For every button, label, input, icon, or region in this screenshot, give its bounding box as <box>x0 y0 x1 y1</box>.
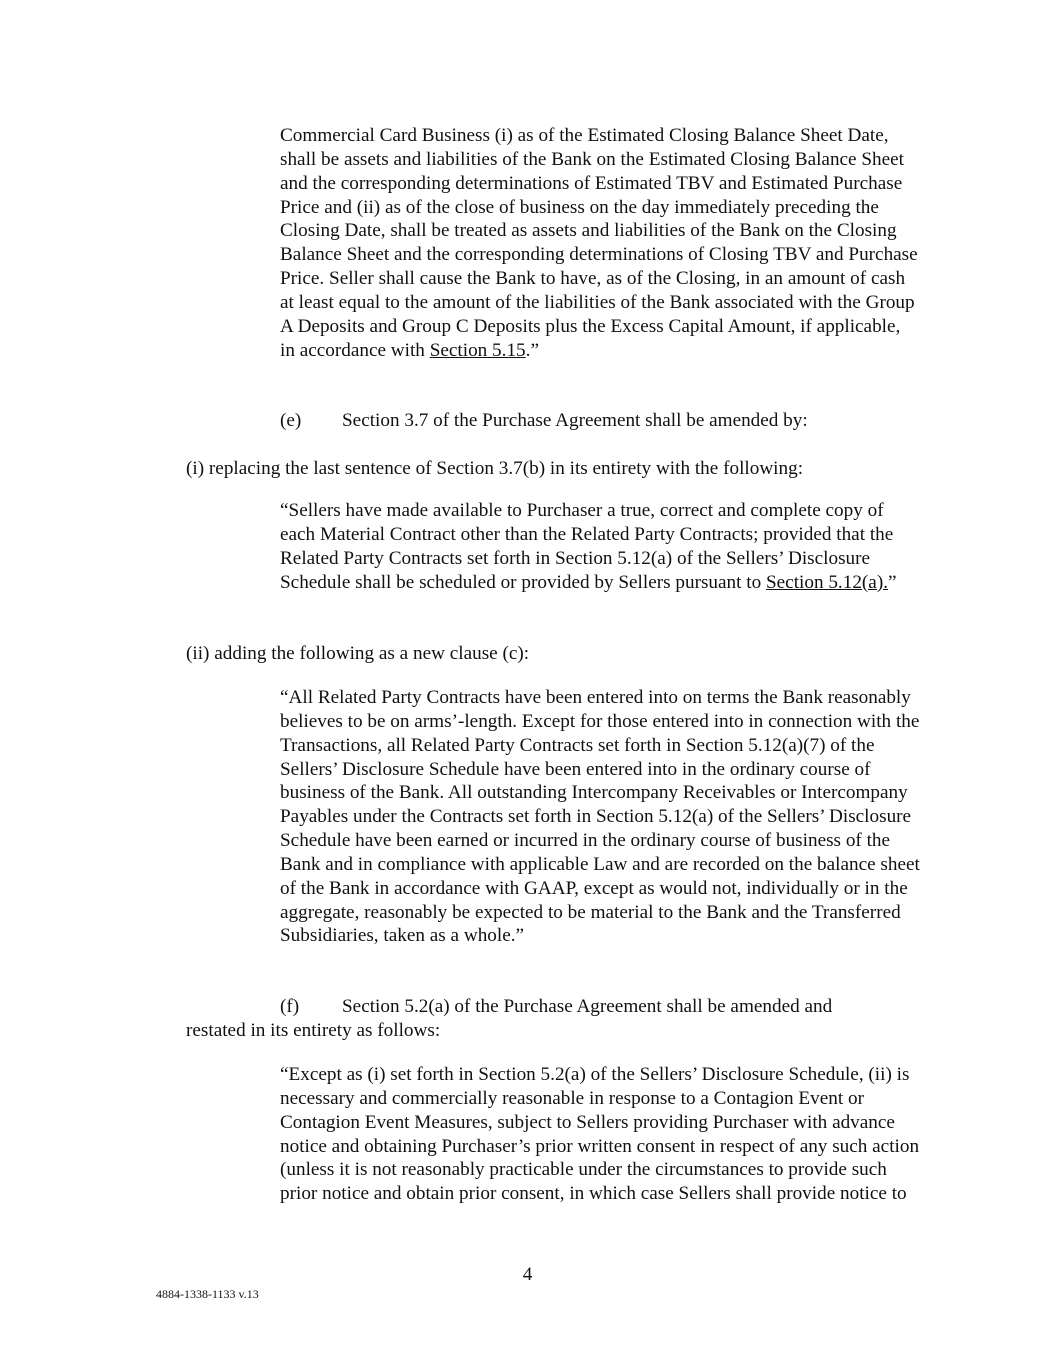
item-i <box>186 457 926 481</box>
quote-text: “All Related Party Contracts have been entered into on terms the Bank reasonably believes to be on arms’-length. Except for those entered into in connection with the Transactions, all Related Party Contracts set forth in Section 5.12(a)(7) of the Sellers’ Disclosure Schedule have been entered into in the ordinary course of business of the Bank. All outstanding Intercompany Receivables or Intercompany Payables under the Contracts set forth in Section 5.12(a) of the Sellers’ Disclosure Schedule have been earned or incurred in the ordinary course of business of the Bank and in compliance with applicable Law and are recorded on the balance sheet of the Bank in accordance with GAAP, except as would not, individually or in the aggregate, reasonably be expected to be material to the Bank and the Transferred Subsidiaries, taken as a whole.” <box>280 687 920 947</box>
clause-e-text: Section 3.7 of the Purchase Agreement shall be amended by: <box>342 410 808 431</box>
section-reference: Section 5.15 <box>429 339 526 361</box>
document-id: 4884-1338-1133 v.13 <box>156 1287 259 1301</box>
item-ii <box>186 642 926 666</box>
clause-e-label: (e) <box>280 410 302 431</box>
quote-close: ” <box>888 571 897 593</box>
item-ii-text: (ii) adding the following as a new clause (c): <box>186 643 530 664</box>
clause-e <box>280 409 920 433</box>
clause-f-label: (f) <box>280 996 300 1017</box>
paragraph-text: Commercial Card Business (i) as of the Estimated Closing Balance Sheet Date, shall be assets and liabilities of the Bank on the Estimated Closing Balance Sheet and the corresponding determinations of Estimated TBV and Estimated Purchase Price and (ii) as of the close of business on the day immediately preceding the Closing Date, shall be treated as assets and liabilities of the Bank on the Closing Balance Sheet and the corresponding determinations of Closing TBV and Purchase Price. Seller shall cause the Bank to have, as of the Closing, in an amount of cash at least equal to the amount of the liabilities of the Bank associated with the Group A Deposits and Group C Deposits plus the Excess Capital Amount, if applicable, in accordance with <box>280 125 918 361</box>
paragraph-close: .” <box>525 339 539 361</box>
clause-f-line1-wrap <box>186 995 926 1019</box>
quote-related-party-contracts <box>280 686 920 948</box>
quote-except-as <box>280 1063 920 1206</box>
page-number: 4 <box>522 1264 533 1285</box>
clause-f <box>186 995 926 1043</box>
clause-f-line1: Section 5.2(a) of the Purchase Agreement shall be amended and <box>342 996 833 1017</box>
quote-text: “Except as (i) set forth in Section 5.2(a) of the Sellers’ Disclosure Schedule, (ii) is necessary and commercially reasonable in response to a Contagion Event or Contagion Event Measures, subject to Sellers providing Purchaser with advance notice and obtaining Purchaser’s prior written consent in respect of any such action (unless it is not reasonably practicable under the circumstances to provide such prior notice and obtain prior consent, in which case Sellers shall provide notice to <box>280 1064 920 1205</box>
clause-f-line2: restated in its entirety as follows: <box>186 1019 441 1041</box>
quote-sellers-made-available <box>280 499 920 594</box>
quote-text: “Sellers have made available to Purchaser a true, correct and complete copy of each Material Contract other than the Related Party Contracts; provided that the Related Party Contracts set forth in Section 5.12(a) of the Sellers’ Disclosure Schedule shall be scheduled or provided by Sellers pursuant to <box>280 500 894 593</box>
paragraph-commercial-card-business <box>280 124 920 362</box>
section-reference: Section 5.12(a). <box>765 571 889 593</box>
item-i-text: (i) replacing the last sentence of Section 3.7(b) in its entirety with the following: <box>186 458 804 479</box>
